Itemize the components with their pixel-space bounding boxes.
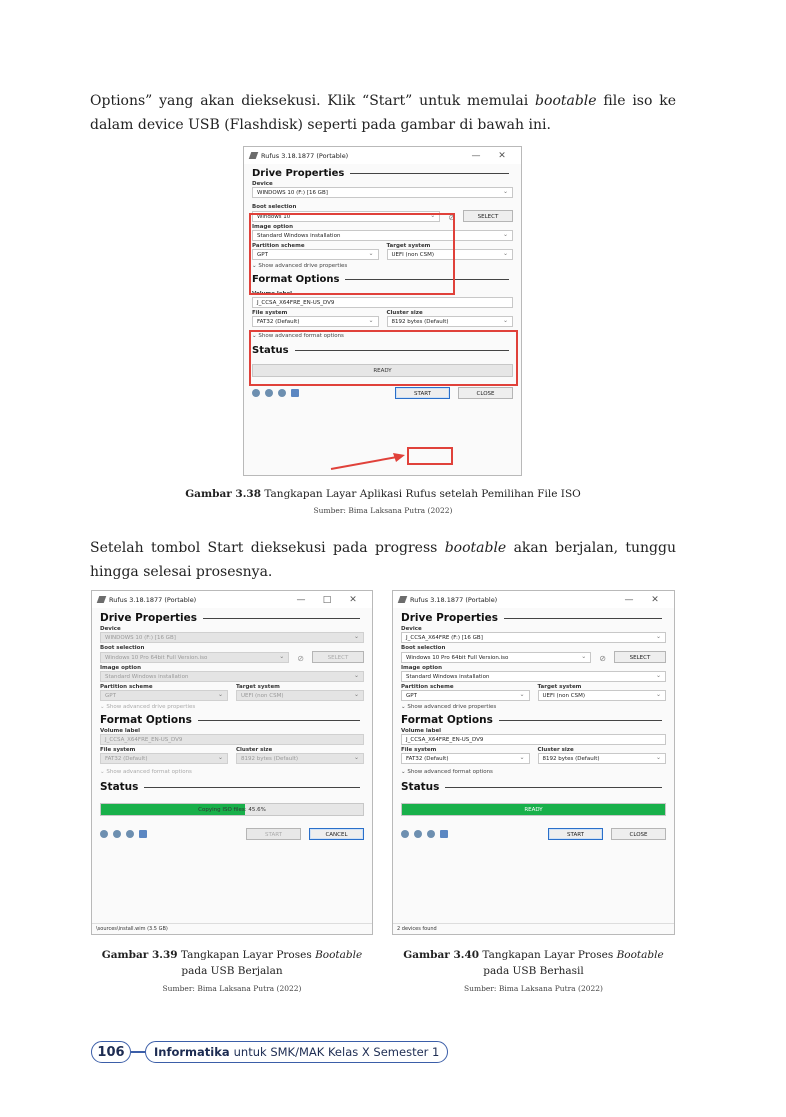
file-system-label: File system [252,310,288,316]
progress-bar: READY [401,803,666,816]
cluster-size-select[interactable]: 8192 bytes (Default) ⌄ [387,316,514,327]
status-bar: READY [252,364,513,377]
section-status: Status [100,781,364,793]
partition-scheme-select[interactable]: GPT ⌄ [100,690,228,701]
bottom-toolbar [252,387,513,399]
start-button[interactable]: START [395,387,450,399]
close-button[interactable]: CLOSE [611,828,666,840]
volume-label-label: Volume label [252,291,293,297]
window-title: Rufus 3.18.1877 (Portable) [410,595,498,604]
section-drive-properties: Drive Properties [401,612,666,624]
close-icon[interactable]: ✕ [498,150,506,161]
title-bar [92,591,372,608]
settings-icon[interactable] [126,830,134,838]
file-system-select[interactable]: FAT32 (Default) ⌄ [100,753,228,764]
highlight-start-button [407,447,453,465]
globe-icon[interactable] [100,830,108,838]
log-icon[interactable] [291,389,299,397]
close-icon[interactable]: ✕ [651,594,659,605]
boot-selection-select[interactable]: Windows 10 Pro 64bit Full Version.iso ⌄ [401,652,591,663]
section-drive-properties: Drive Properties [252,168,513,179]
source-fig40: Sumber: Bima Laksana Putra (2022) [464,984,603,993]
target-system-label: Target system [386,243,431,249]
file-system-label: File system [401,747,437,753]
advanced-drive-toggle[interactable]: ⌄ Show advanced drive properties [100,704,196,710]
section-format-options: Format Options [100,714,364,726]
page-number: 106 [91,1041,131,1063]
section-format-options: Format Options [252,274,513,285]
image-option-select[interactable]: Standard Windows installation ⌄ [100,671,364,682]
cancel-button[interactable]: CANCEL [309,828,364,840]
minimize-icon[interactable]: — [471,150,481,161]
log-icon[interactable] [440,830,448,838]
info-icon[interactable] [414,830,422,838]
rufus-app-icon [97,596,107,603]
target-system-label: Target system [537,684,582,690]
globe-icon[interactable] [401,830,409,838]
highlight-boot-section [249,213,455,295]
file-system-label: File system [100,747,136,753]
globe-icon[interactable] [252,389,260,397]
book-title: Informatika untuk SMK/MAK Kelas X Semester 1 [145,1041,448,1063]
window-title: Rufus 3.18.1877 (Portable) [261,151,349,160]
advanced-format-toggle[interactable]: ⌄ Show advanced format options [252,333,344,339]
partition-scheme-select[interactable]: GPT ⌄ [252,249,379,260]
advanced-format-toggle[interactable]: ⌄ Show advanced format options [100,769,192,775]
target-system-select[interactable]: UEFI (non CSM) ⌄ [387,249,514,260]
advanced-drive-toggle[interactable]: ⌄ Show advanced drive properties [401,704,497,710]
target-system-select[interactable]: UEFI (non CSM) ⌄ [236,690,364,701]
section-status: Status [252,345,513,356]
device-select[interactable]: J_CCSA_X64FRE (F:) [16 GB] ⌄ [401,632,666,643]
rufus-app-icon [249,152,259,159]
section-drive-properties: Drive Properties [100,612,364,624]
minimize-icon[interactable]: — [296,594,306,605]
progress-bar: Copying ISO files: 45.6% [100,803,364,816]
check-icon[interactable]: ⊘ [297,654,304,663]
settings-icon[interactable] [427,830,435,838]
info-icon[interactable] [265,389,273,397]
caption-fig38: Gambar 3.38 Tangkapan Layar Aplikasi Rufus setelah Pemilihan File ISO [185,488,581,500]
rufus-window-fig38 [243,146,522,476]
start-button[interactable]: START [548,828,603,840]
boot-selection-label: Boot selection [401,645,446,651]
advanced-drive-toggle[interactable]: ⌄ Show advanced drive properties [252,263,348,269]
select-button[interactable]: SELECT [614,651,666,663]
intro-italic: bootable [535,93,597,109]
image-option-label: Image option [401,665,442,671]
image-option-select[interactable]: Standard Windows installation ⌄ [252,230,513,241]
target-system-label: Target system [236,684,280,690]
check-icon[interactable]: ⊘ [599,654,606,663]
source-fig38: Sumber: Bima Laksana Putra (2022) [313,506,453,515]
close-icon[interactable]: ✕ [349,594,357,605]
device-label: Device [401,626,422,632]
intro-text-1: Options” yang akan dieksekusi. Klik “Start” untuk memulai [90,93,536,109]
cluster-size-select[interactable]: 8192 bytes (Default) ⌄ [538,753,667,764]
volume-label-label: Volume label [100,728,141,734]
minimize-icon[interactable]: — [624,594,634,605]
intro-text-2: file iso ke dalam device USB (Flashdisk) seperti pada gambar di bawah ini. [90,93,677,133]
section-status: Status [401,781,666,793]
window-title: Rufus 3.18.1877 (Portable) [109,595,197,604]
select-button[interactable]: SELECT [312,651,364,663]
rufus-app-icon [398,596,408,603]
cluster-size-label: Cluster size [386,310,423,316]
paragraph-2: Setelah tombol Start dieksekusi pada progress bootable akan berjalan, tunggu hingga selesai prosesnya. [90,540,676,580]
advanced-format-toggle[interactable]: ⌄ Show advanced format options [401,769,493,775]
page-footer [91,1040,448,1064]
title-bar [244,147,521,164]
cluster-size-label: Cluster size [236,747,273,753]
volume-label-label: Volume label [401,728,442,734]
info-icon[interactable] [113,830,121,838]
close-button[interactable]: CLOSE [458,387,513,399]
status-line: \sources\install.wim (3.5 GB) [92,923,372,934]
volume-label-input[interactable]: J_CCSA_X64FRE_EN-US_DV9 [252,297,513,308]
partition-scheme-label: Partition scheme [401,684,454,690]
start-button[interactable]: START [246,828,301,840]
file-system-select[interactable]: FAT32 (Default) ⌄ [252,316,379,327]
boot-selection-label: Boot selection [252,204,297,210]
status-line: 2 devices found [393,923,674,934]
device-select[interactable]: WINDOWS 10 (F:) [16 GB] ⌄ [100,632,364,643]
footer-connector [131,1051,145,1053]
arrow-icon [329,449,409,473]
intro-paragraph [90,89,676,137]
image-option-label: Image option [100,665,141,671]
check-icon[interactable]: ⊘ [448,213,455,222]
file-system-select[interactable]: FAT32 (Default) ⌄ [401,753,530,764]
boot-selection-select[interactable]: Windows 10 Pro 64bit Full Version.iso ⌄ [100,652,289,663]
cluster-size-select[interactable]: 8192 bytes (Default) ⌄ [236,753,364,764]
partition-scheme-label: Partition scheme [100,684,153,690]
cluster-size-label: Cluster size [537,747,574,753]
rufus-window-fig40 [392,590,675,935]
caption-fig40: Gambar 3.40 Tangkapan Layar Proses Bootable pada USB Berhasil [403,949,664,977]
highlight-format-section [249,330,518,386]
partition-scheme-label: Partition scheme [252,243,305,249]
bottom-toolbar [100,828,364,840]
boot-selection-select[interactable]: Windows 10 ⌄ [252,211,440,222]
device-label: Device [100,626,121,632]
bottom-toolbar [401,828,666,840]
volume-label-input[interactable]: J_CCSA_X64FRE_EN-US_DV9 [100,734,364,745]
section-format-options: Format Options [401,714,666,726]
partition-scheme-select[interactable]: GPT ⌄ [401,690,530,701]
image-option-select[interactable]: Standard Windows installation ⌄ [401,671,666,682]
device-label: Device [252,181,273,187]
device-select[interactable]: WINDOWS 10 (F:) [16 GB] ⌄ [252,187,513,198]
settings-icon[interactable] [278,389,286,397]
source-fig39: Sumber: Bima Laksana Putra (2022) [162,984,302,993]
title-bar [393,591,674,608]
image-option-label: Image option [252,224,293,230]
log-icon[interactable] [139,830,147,838]
select-button[interactable]: SELECT [463,210,513,222]
caption-fig39: Gambar 3.39 Tangkapan Layar Proses Bootable pada USB Berjalan [101,949,363,977]
target-system-select[interactable]: UEFI (non CSM) ⌄ [538,690,667,701]
rufus-window-fig39 [91,590,373,935]
boot-selection-label: Boot selection [100,645,145,651]
volume-label-input[interactable]: J_CCSA_X64FRE_EN-US_DV9 [401,734,666,745]
maximize-icon[interactable]: □ [322,594,332,605]
